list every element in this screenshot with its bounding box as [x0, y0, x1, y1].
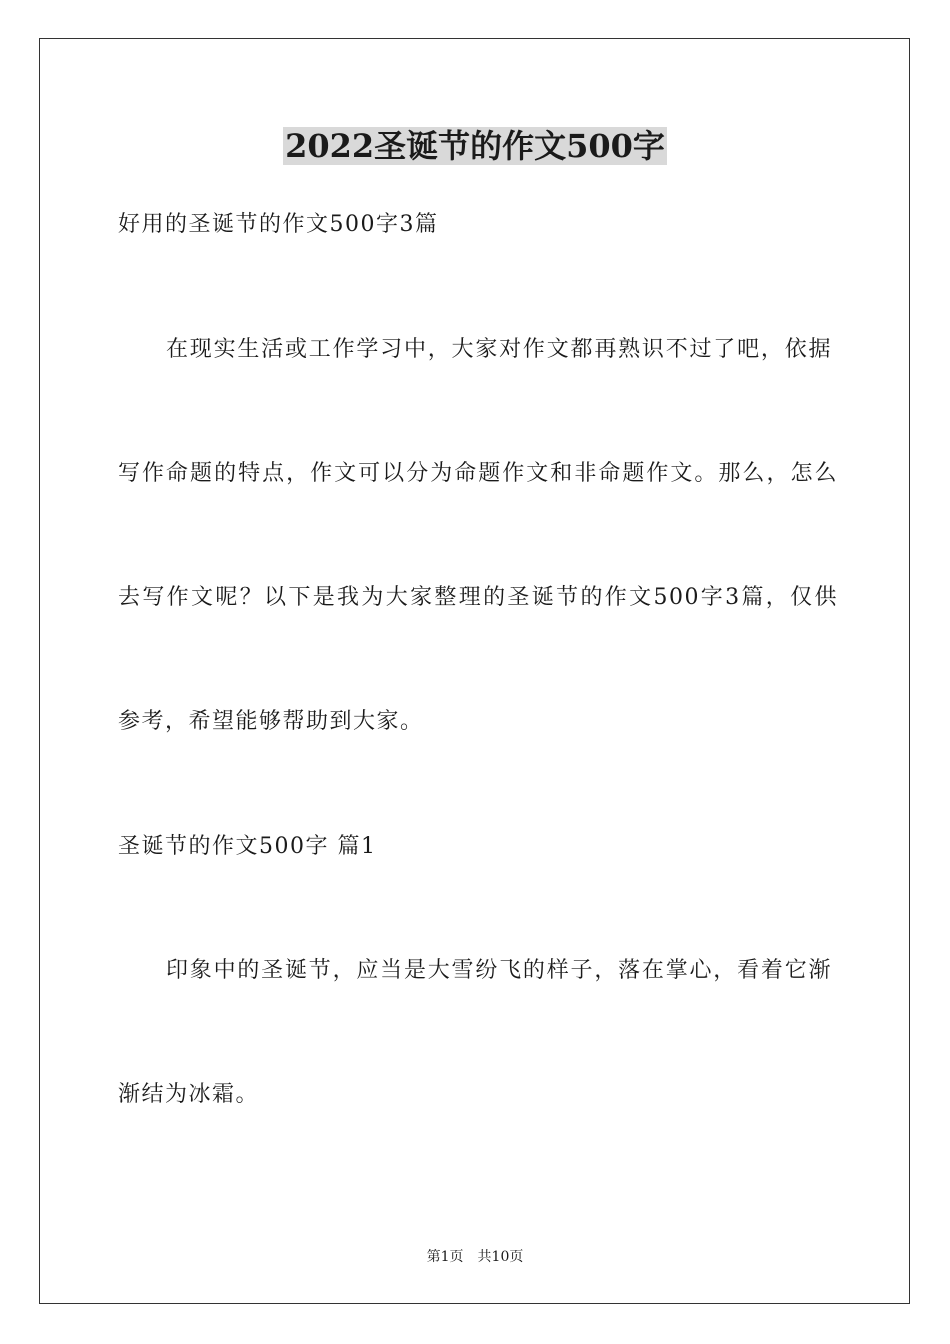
page-footer: 第1页 共10页 — [426, 1249, 524, 1265]
section-heading: 圣诞节的作文500字 篇1 — [118, 834, 377, 859]
paragraph-line: 在现实生活或工作学习中，大家对作文都再熟识不过了吧，依据 — [166, 337, 832, 362]
paragraph-line: 印象中的圣诞节，应当是大雪纷飞的样子，落在掌心，看着它渐 — [166, 958, 832, 983]
paragraph-line: 去写作文呢？以下是我为大家整理的圣诞节的作文500字3篇，仅供 — [118, 585, 838, 610]
document-title — [0, 122, 950, 170]
paragraph-line: 参考，希望能够帮助到大家。 — [118, 709, 424, 734]
paragraph-line: 渐结为冰霜。 — [118, 1082, 260, 1107]
paragraph-line: 写作命题的特点，作文可以分为命题作文和非命题作文。那么，怎么 — [118, 461, 838, 486]
document-subtitle: 好用的圣诞节的作文500字3篇 — [118, 212, 439, 237]
document-title-text: 2022圣诞节的作文500字 — [285, 127, 665, 165]
